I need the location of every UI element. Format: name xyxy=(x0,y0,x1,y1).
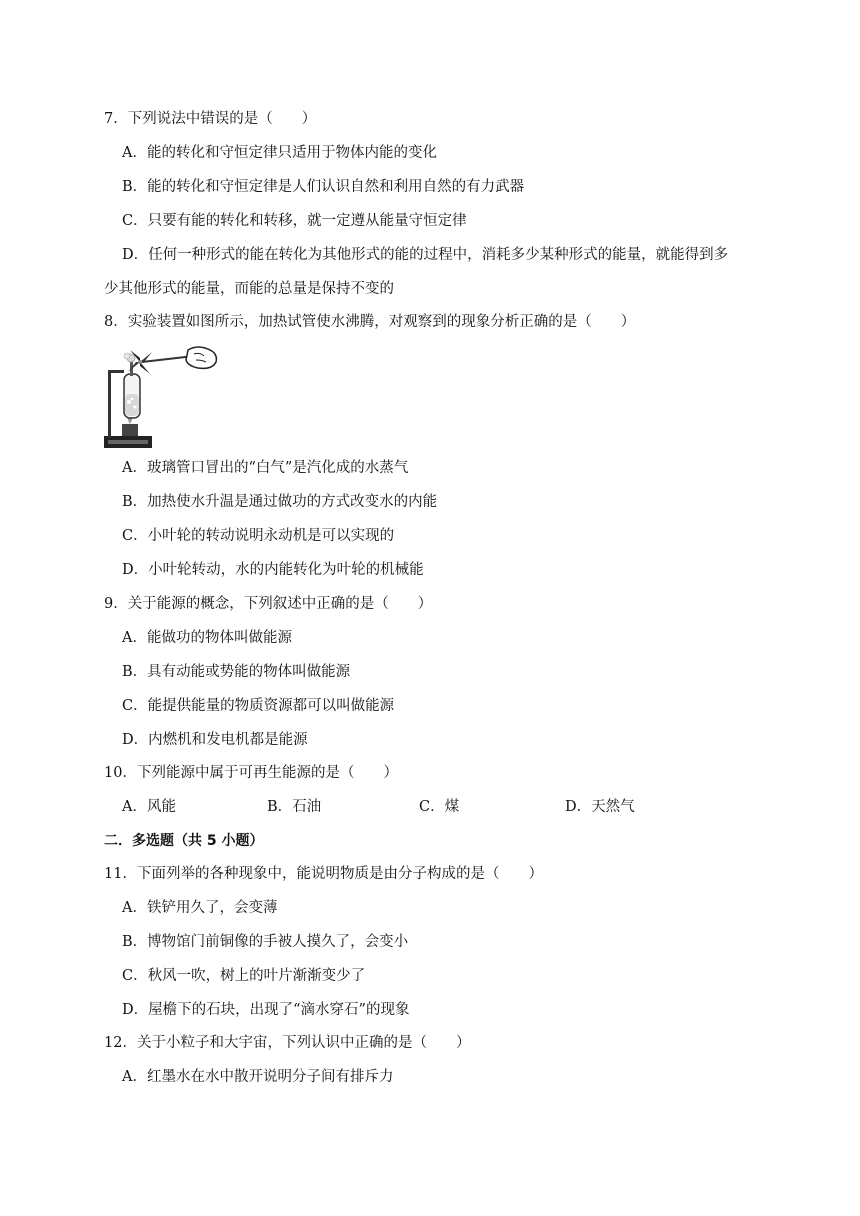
q10-stem: 10．下列能源中属于可再生能源的是（ ） xyxy=(104,765,398,781)
q8-option-b: B．加热使水升温是通过做功的方式改变水的内能 xyxy=(122,494,438,510)
q10-option-a: A．风能 xyxy=(122,799,176,815)
q7-option-c: C．只要有能的转化和转移，就一定遵从能量守恒定律 xyxy=(122,213,467,229)
q7-option-b: B．能的转化和守恒定律是人们认识自然和利用自然的有力武器 xyxy=(122,179,525,195)
q9-option-b: B．具有动能或势能的物体叫做能源 xyxy=(122,664,351,680)
q8-option-a: A．玻璃管口冒出的“白气”是汽化成的水蒸气 xyxy=(122,460,409,476)
q10-option-b: B．石油 xyxy=(267,799,322,815)
q7-option-d-line2: 少其他形式的能量，而能的总量是保持不变的 xyxy=(104,281,394,297)
q9-option-c: C．能提供能量的物质资源都可以叫做能源 xyxy=(122,698,395,714)
q10-option-c: C．煤 xyxy=(419,799,460,815)
q8-option-d: D．小叶轮转动，水的内能转化为叶轮的机械能 xyxy=(122,562,424,578)
q8-option-c: C．小叶轮的转动说明永动机是可以实现的 xyxy=(122,528,395,544)
q11-stem: 11．下面列举的各种现象中，能说明物质是由分子构成的是（ ） xyxy=(104,866,543,882)
q12-stem: 12．关于小粒子和大宇宙，下列认识中正确的是（ ） xyxy=(104,1035,471,1051)
q11-option-d: D．屋檐下的石块，出现了“滴水穿石”的现象 xyxy=(122,1002,410,1018)
experiment-figure xyxy=(102,344,224,450)
q7-stem: 7．下列说法中错误的是（ ） xyxy=(104,111,317,127)
q11-option-a: A．铁铲用久了，会变薄 xyxy=(122,900,278,916)
q9-stem: 9．关于能源的概念，下列叙述中正确的是（ ） xyxy=(104,596,433,612)
q12-option-a: A．红墨水在水中散开说明分子间有排斥力 xyxy=(122,1069,394,1085)
q11-option-b: B．博物馆门前铜像的手被人摸久了，会变小 xyxy=(122,934,409,950)
q8-stem: 8．实验装置如图所示，加热试管使水沸腾，对观察到的现象分析正确的是（ ） xyxy=(104,314,636,330)
q10-option-d: D．天然气 xyxy=(565,799,635,815)
q7-option-a: A．能的转化和守恒定律只适用于物体内能的变化 xyxy=(122,145,437,161)
q11-option-c: C．秋风一吹，树上的叶片渐渐变少了 xyxy=(122,968,366,984)
q9-option-d: D．内燃机和发电机都是能源 xyxy=(122,732,308,748)
q9-option-a: A．能做功的物体叫做能源 xyxy=(122,630,292,646)
q7-option-d-line1: D．任何一种形式的能在转化为其他形式的能的过程中，消耗多少某种形式的能量，就能得到多 xyxy=(122,247,729,263)
section-heading: 二．多选题（共 5 小题） xyxy=(104,833,264,849)
